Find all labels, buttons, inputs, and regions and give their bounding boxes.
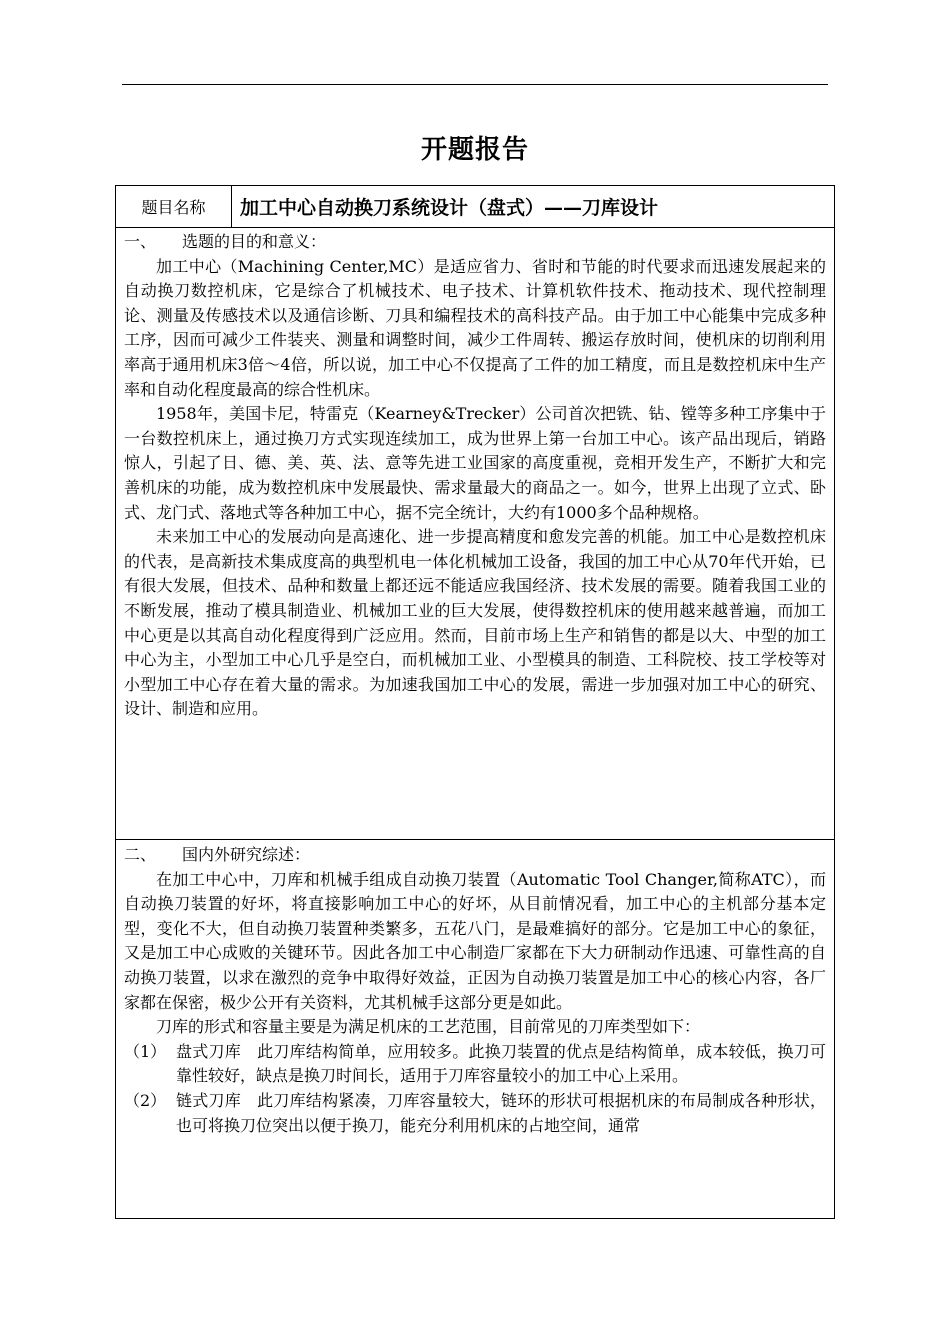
list-text: 此刀库结构紧凑，刀库容量较大，链环的形状可根据机床的布局制成各种形状，也可将换刀位突出以便于换刀，能充分利用机床的占地空间，通常 (176, 1090, 826, 1135)
list-body (176, 1089, 826, 1138)
list-number: （2） (124, 1090, 167, 1110)
list-term: 盘式刀库 (176, 1041, 242, 1061)
list-item (124, 1089, 826, 1138)
section-heading (124, 230, 826, 255)
list-body (176, 1040, 826, 1089)
section-purpose (116, 228, 834, 840)
section-heading-text: 国内外研究综述： (182, 845, 311, 864)
paragraph: 1958年，美国卡尼，特雷克（Kearney&Trecker）公司首次把铣、钻、镗等多种工序集中于一台数控机床上，通过换刀方式实现连续加工，成为世界上第一台加工中心。该产品出现后，销路惊人，引起了日、德、美、英、法、意等先进工业国家的高度重视，竞相开发生产，不断扩大和完善机床的功能，成为数控机床中发展最快、需求量最大的商品之一。如今，世界上出现了立式、卧式、龙门式、落地式等各种加工中心，据不完全统计，大约有1000多个品种规格。 (124, 404, 826, 522)
paragraph: 未来加工中心的发展动向是高速化、进一步提高精度和愈发完善的机能。加工中心是数控机床的代表，是高新技术集成度高的典型机电一体化机械加工设备，我国的加工中心从70年代开始，已有很大发展，但技术、品种和数量上都还远不能适应我国经济、技术发展的需要。随着我国工业的不断发展，推动了模具制造业、机械加工业的巨大发展，使得数控机床的使用越来越普遍，而加工中心更是以其高自动化程度得到广泛应用。然而，目前市场上生产和销售的都是以大、中型的加工中心为主，小型加工中心几乎是空白，而机械加工业、小型模具的制造、工科院校、技工学校等对小型加工中心存在着大量的需求。为加速我国加工中心的发展，需进一步加强对加工中心的研究、设计、制造和应用。 (124, 527, 826, 719)
section-review (116, 840, 834, 1218)
topic-row (116, 186, 834, 228)
header-rule (122, 84, 828, 85)
paragraph: 刀库的形式和容量主要是为满足机床的工艺范围，目前常见的刀库类型如下： (156, 1017, 701, 1037)
section-number: 二、 (124, 845, 157, 864)
paragraph: 加工中心（Machining Center,MC）是适应省力、省时和节能的时代要求而迅速发展起来的自动换刀数控机床，它是综合了机械技术、电子技术、计算机软件技术、拖动技术、现代控制理论、测量及传感技术以及通信诊断、刀具和编程技术的高科技产品。由于加工中心能集中完成多种工序，因而可减少工件装夹、测量和调整时间，减少工件周转、搬运存放时间，使机床的切削利用率高于通用机床3倍～4倍，所以说，加工中心不仅提高了工件的加工精度，而且是数控机床中生产率和自动化程度最高的综合性机床。 (124, 256, 826, 399)
section-heading (124, 843, 826, 868)
list-text: 此刀库结构简单，应用较多。此换刀装置的优点是结构简单，成本较低，换刀可靠性较好，缺点是换刀时间长，适用于刀库容量较小的加工中心上采用。 (176, 1041, 826, 1086)
list-number: （1） (124, 1041, 167, 1061)
section-number: 一、 (124, 232, 157, 251)
section-heading-text: 选题的目的和意义： (182, 232, 327, 251)
topic-value: 加工中心自动换刀系统设计（盘式）——刀库设计 (240, 197, 659, 219)
list-term: 链式刀库 (176, 1090, 242, 1110)
topic-label: 题目名称 (116, 186, 232, 227)
paragraph: 在加工中心中，刀库和机械手组成自动换刀装置（Automatic Tool Changer,简称ATC），而自动换刀装置的好坏，将直接影响加工中心的好坏，从目前情况看，加工中心的主机部分基本定型，变化不大，但自动换刀装置种类繁多，五花八门，是最难搞好的部分。它是加工中心的象征，又是加工中心成败的关键环节。因此各加工中心制造厂家都在下大力研制动作迅速、可靠性高的自动换刀装置，以求在激烈的竞争中取得好效益，正因为自动换刀装置是加工中心的核心内容，各厂家都在保密，极少公开有关资料，尤其机械手这部分更是如此。 (124, 869, 826, 1012)
document-title: 开题报告 (420, 135, 529, 165)
report-table (115, 185, 835, 1219)
list-item (124, 1040, 826, 1089)
